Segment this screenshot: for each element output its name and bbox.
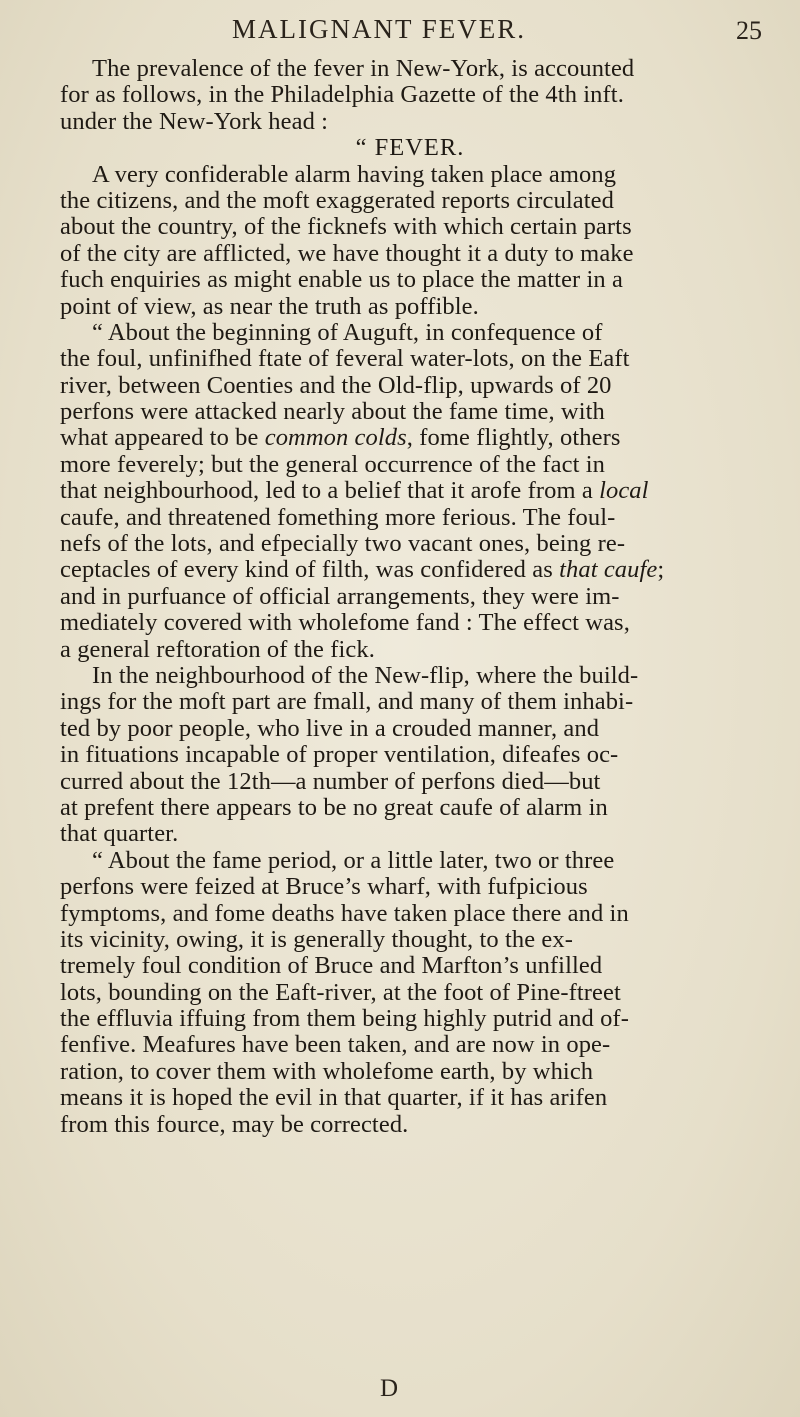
text-line: ceptacles of every kind of filth, was confidered as that caufe; [60, 556, 665, 584]
text-line: that neighbourhood, led to a belief that it arofe from a local [60, 477, 649, 505]
signature-mark: D [380, 1375, 399, 1402]
text-line: the citizens, and the moft exaggerated reports circulated [60, 186, 614, 214]
text-line: under the New-York head : [60, 107, 329, 135]
text-line: from this fource, may be corrected. [60, 1110, 409, 1138]
text-line: at prefent there appears to be no great caufe of alarm in [60, 793, 608, 821]
text-line: fuch enquiries as might enable us to place the matter in a [60, 266, 623, 294]
text-line: more feverely; but the general occurrence of the fact in [60, 450, 605, 478]
text-line: that quarter. [60, 820, 179, 848]
text-line: in fituations incapable of proper ventilation, difeafes oc- [60, 741, 619, 769]
page-number: 25 [736, 16, 762, 45]
section-heading: “ FEVER. [355, 134, 465, 162]
text-line: about the country, of the ficknefs with which certain parts [60, 213, 632, 241]
text-line: ted by poor people, who live in a crouded manner, and [60, 714, 600, 742]
running-head: MALIGNANT FEVER. [232, 14, 526, 44]
text-line: what appeared to be common colds, fome flightly, others [60, 424, 621, 452]
text-line: its vicinity, owing, it is generally thought, to the ex- [60, 925, 573, 953]
text-line: for as follows, in the Philadelphia Gazette of the 4th inft. [60, 81, 624, 109]
text-line: and in purfuance of official arrangements, they were im- [60, 582, 620, 610]
text-line: ings for the moft part are fmall, and many of them inhabi- [60, 688, 634, 716]
text-line: caufe, and threatened fomething more ferious. The foul- [60, 503, 616, 531]
text-line: “ About the fame period, or a little later, two or three [92, 846, 615, 874]
text-line: ration, to cover them with wholefome earth, by which [60, 1057, 594, 1085]
text-line: fenfive. Meafures have been taken, and are now in ope- [60, 1031, 611, 1059]
text-line: perfons were attacked nearly about the fame time, with [60, 398, 605, 426]
text-line: point of view, as near the truth as poffible. [60, 292, 479, 320]
text-line: A very confiderable alarm having taken place among [92, 160, 617, 188]
text-line: of the city are afflicted, we have thought it a duty to make [60, 239, 634, 267]
text-line: In the neighbourhood of the New-flip, where the build- [92, 661, 639, 689]
text-line: means it is hoped the evil in that quarter, if it has arifen [60, 1084, 608, 1112]
text-line: lots, bounding on the Eaft-river, at the foot of Pine-ftreet [60, 978, 621, 1006]
text-line: the effluvia iffuing from them being highly putrid and of- [60, 1005, 629, 1033]
text-line: curred about the 12th—a number of perfons died—but [60, 767, 601, 795]
text-line: “ About the beginning of Auguft, in confequence of [92, 318, 603, 346]
page-header [0, 14, 800, 54]
text-line: nefs of the lots, and efpecially two vacant ones, being re- [60, 530, 626, 558]
text-line: river, between Coenties and the Old-flip, upwards of 20 [60, 371, 612, 399]
text-line: perfons were feized at Bruce’s wharf, with fufpicious [60, 873, 588, 901]
text-line: The prevalence of the fever in New-York, is accounted [92, 55, 635, 82]
text-line: the foul, unfinifhed ftate of feveral water-lots, on the Eaft [60, 345, 630, 373]
text-line: tremely foul condition of Bruce and Marfton’s unfilled [60, 952, 603, 980]
text-line: mediately covered with wholefome fand : The effect was, [60, 609, 630, 637]
text-line: fymptoms, and fome deaths have taken place there and in [60, 899, 629, 927]
text-line: a general reftoration of the fick. [60, 635, 375, 663]
body-text [60, 56, 760, 1138]
